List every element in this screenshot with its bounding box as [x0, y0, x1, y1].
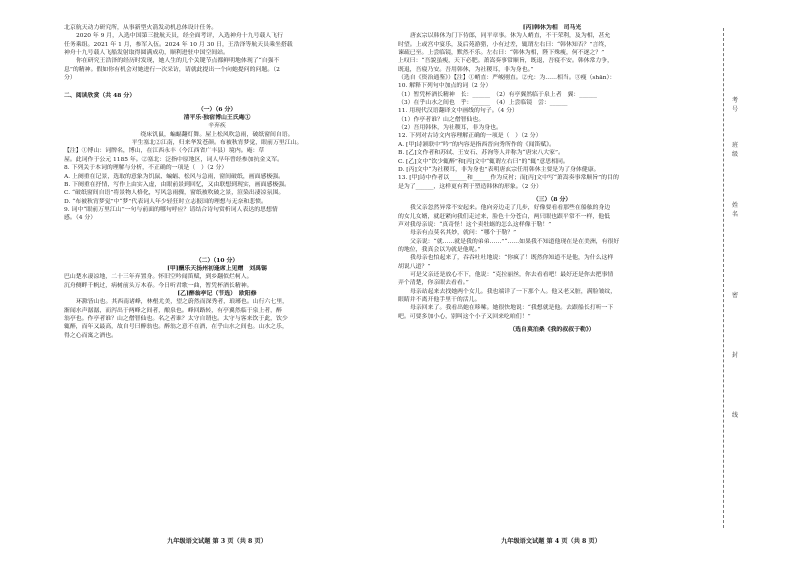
margin-label: 考 [731, 97, 738, 104]
text-line: 上叹曰：“吾貌虽瘦，天下必肥。萧嵩奏事常顺旨，既退，吾寝不安。韩休常力争， [398, 58, 614, 65]
page-footer: 九年级语文试题 第 4 页（共 8 页） [501, 538, 601, 545]
intro-line: 息”的精神。假如你有机会对她进行一次采访，请就此提出一个向她提问的问题。（2 [64, 66, 280, 73]
margin-label: 密 [731, 292, 738, 299]
option-line: B. 下阕重在抒情，写作上由实入虚，由眼前景到回忆，又由联想到现实，画面感极强。 [64, 181, 291, 188]
subsection-title: （二）（10 分） [195, 256, 239, 264]
binding-line [723, 28, 724, 528]
margin-label: 班 [731, 142, 738, 149]
poem-line: 绕床饥鼠，蝙蝠翻灯舞。屋上松风吹急雨，破纸窗间自语。 [140, 131, 294, 138]
text-title: [丙]韩休为相 司马光 [522, 24, 582, 31]
story-line: 我母亲也怕起来了，吞吞吐吐地说：“你疯了！既然你知道不是他，为什么这样 [410, 255, 614, 262]
question-item: （1）暂凭杯酒长精神 长：______ （2）有亭翼然临于泉上者 翼：______ [398, 91, 597, 98]
question-line: 是为了______，这样更有利于塑造韩休的形象。（2 分） [398, 183, 543, 190]
story-line: 弄个清楚，你亲眼去看看。” [398, 280, 469, 287]
story-line: 母亲有点莫名其妙，就问：“哪个于勒？” [410, 230, 517, 237]
section-title: 二、阅读欣赏（共 48 分） [64, 92, 136, 100]
subsection-title: （一）（6 分） [197, 105, 237, 113]
question-line: 13. [甲]诗中作者以______和______作为反衬；而[丙]文中写“萧嵩奏事常顺旨”的目的 [398, 175, 619, 182]
prose-line: 翁亭也。作亭者谁？山之僧智仙也。名之者谁？太守自谓也。太守与客来饮于此，饮少 [64, 315, 288, 322]
prose-line: 得之心而寓之酒也。 [64, 332, 118, 339]
option-line: C. “破纸窗间自语”将景物人格化，写风急雨骤，窗纸被吹破之景，渲染出凄凉氛围。 [64, 190, 285, 197]
story-line: 声对我母亲说：“真奇怪！这个卖牡蛎的怎么这样像于勒！” [398, 221, 552, 228]
subsection-title: （三）（8 分） [532, 195, 572, 203]
intro-line: 北京航天动力研究所，从事新型火箭发动机总体设计任务。 [64, 25, 218, 31]
intro-line: 神舟十九号载人飞船发射取得圆满成功，顺利进驻中国空间站。 [64, 50, 229, 57]
question-item: （2）吾用韩休，为社稷耳，非为身也。 [398, 125, 502, 132]
text-line: 谏疏已至。上尝临镜，默然不乐。左右曰：“韩休为相，陛下殊瘦，何不逐之？” [398, 50, 605, 57]
left-page [64, 24, 370, 529]
option-line: B. [乙]文作者和苏轼、王安石、苏洵等人并称为“唐宋八大家”。 [398, 150, 564, 157]
story-line: 可是父亲还是放心不下，他说：“克拉丽丝，你去看看吧！最好还是你去把事情 [410, 271, 614, 278]
question-line: 11. 用现代汉语翻译文中画线的句子。（4 分） [398, 108, 518, 115]
page-footer: 九年级语文试题 第 3 页（共 8 页） [167, 538, 267, 545]
prose-line: 渐闻水声潺潺，而泻出于两峰之间者，酿泉也。峰回路转，有亭翼然临于泉上者，醉 [64, 307, 282, 314]
story-line: 母亲站起来去找她两个女儿。我也端详了一下那个人。他又老又脏，满脸皱纹， [410, 288, 617, 295]
option-line: A. [甲]诗颔联中“吟”的内容是指西晋向秀所作的《闻笛赋》。 [398, 141, 556, 148]
intro-line: 你在研究王浩泽的经历时发现，她人生的几个关键节点都鲜明地体现了“自强不 [76, 58, 280, 65]
question-item: （1）作亭者谁？山之僧智仙也。 [398, 116, 485, 123]
story-line: 我父亲忽然异常不安起来。他向旁边走了几步，好像要看看那些在船舷的身边 [410, 205, 611, 212]
option-line: D. “布被秋宵梦觉”中“梦”代表词人年少轻狂时立志报国的理想与无奈和悲愤。 [64, 198, 267, 205]
margin-label: 号 [731, 106, 738, 113]
text-line: 时望。上或宫中宴乐，及后苑游猎，小有过差，辄谓左右曰：“韩休知否？”言终， [398, 41, 611, 48]
poem-title: 清平乐·独宿博山王氏庵① [183, 114, 251, 122]
poem-author: 辛弃疾 [208, 123, 226, 130]
margin-label: 封 [731, 352, 738, 359]
question-line: 感。（4 分） [64, 215, 97, 222]
story-line: 母亲回来了。我看出她在哆嗦。她很快地说：“我想就是他。去跟船长打听一下 [410, 305, 614, 312]
poem-note: 屋。此词作于公元 1185 年。②塞北：泛指中原地区，词人早年曾经参加抗金义军。 [64, 156, 284, 163]
intro-line: 任务乘组。2021 年 1 月，参军入伍。2024 年 10 月 30 日，王浩泽等航天员乘坐搭载 [64, 41, 293, 48]
margin-label: 名 [731, 211, 738, 218]
question-item: （3）在乎山水之间也 乎：______ （4）上尝临镜 尝：______ [398, 100, 568, 107]
story-line: 眼睛并不离开他手里干的活儿。 [398, 297, 481, 303]
story-line: 胡说八道？” [398, 263, 431, 270]
intro-line: 分） [64, 75, 76, 82]
story-line: 父亲说：“就……就是我的弟弟……”“……如果我不知道他现在是在美洲，有很好 [410, 238, 620, 245]
text-line: 既退，吾寝乃安。吾用韩休，为社稷耳，非为身也。” [398, 66, 534, 73]
option-line: D. [丙]文中“为社稷耳，非为身也”表明唐玄宗任用韩休主要是为了身体健康。 [398, 166, 600, 173]
poem-note: 【注】①博山：词牌名，博山，在江西永丰（今江西省广丰县）境内。庵：草 [64, 148, 265, 155]
story-line: 吧。可要多加小心，别叫这个小子又回来吃咱们！” [398, 313, 531, 320]
story-line: 的女儿女婿，就赶紧向我们走过来，脸色十分苍白，两只眼也跟平常不一样，他低 [398, 213, 611, 220]
story-line: 的地位，我真会以为就是他呢。” [398, 246, 481, 253]
poem-title: [甲]酬乐天扬州初逢席上见赠 刘禹锡 [167, 264, 267, 272]
poem-line: 巴山楚水凄凉地，二十三年弃置身。怀旧空吟闻笛赋，到乡翻似烂柯人。 [64, 274, 253, 281]
right-page [398, 24, 706, 529]
option-line: C. [乙]文中“饮少辄醉”和[丙]文中“辄谓左右曰”的“辄”意思相同。 [398, 158, 569, 165]
margin-label: 级 [731, 151, 738, 158]
intro-line: 2020 年 9 月，入选中国第三批航天员，经全面考评，入选神舟十九号载人飞行 [76, 33, 283, 40]
text-note: （选自《资治通鉴》）【注】①峭直：严峻刚直。②允：为……相当。③瘦（shān）： [398, 75, 616, 82]
story-source: （选自莫泊桑《我的叔叔于勒》） [509, 326, 595, 334]
prose-line: 环滁皆山也。其西南诸峰，林壑尤美，望之蔚然而深秀者，琅琊也。山行六七里， [76, 299, 289, 306]
poem-line: 平生塞北②江南，归来华发苍颜。布被秋宵梦觉，眼前万里江山。 [131, 140, 303, 147]
option-line: A. 上阕重在记景，选取的意象为饥鼠、蝙蝠、松风与急雨，窗间破纸，画面感极强。 [64, 173, 285, 180]
margin-label: 姓 [731, 202, 738, 209]
question-line: 9. 词中“眼前万里江山”一句与前面的哪句呼应？请结合诗句赏析词人表达的思想情 [64, 206, 278, 213]
question-line: 12. 下列对古诗文内容理解正确的一项是（ ）（2 分） [398, 133, 542, 140]
poem-line: 沉舟侧畔千帆过，病树前头万木春。今日听君歌一曲，暂凭杯酒长精神。 [64, 282, 253, 289]
text-line: 唐玄宗以韩休为门下侍郎，同平章事。休为人峭直，不干荣利，及为相，甚允 [410, 33, 611, 40]
margin-label: 线 [731, 412, 738, 419]
prose-title: [乙]醉翁亭记（节选） 欧阳修 [177, 289, 257, 297]
prose-line: 辄醉，而年又最高，故自号曰醉翁也。醉翁之意不在酒，在乎山水之间也。山水之乐， [64, 324, 288, 331]
question-line: 8. 下列关于本词的理解与分析，不正确的一项是（ ）（2 分） [64, 165, 228, 172]
question-line: 10. 解释下列句中加点的词（2 分） [398, 83, 492, 90]
